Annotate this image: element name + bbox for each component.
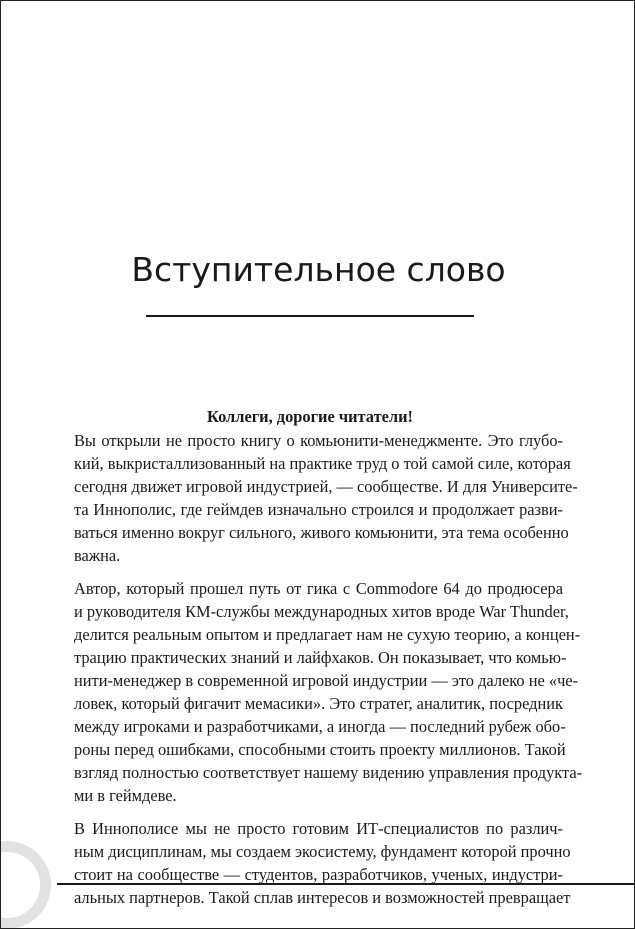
text-line: альных партнеров. Такой сплав интересов и возможностей превращает: [74, 888, 571, 907]
text-line: и руководителя КМ-службы международных хитов вроде War Thunder,: [74, 602, 569, 621]
text-line: трацию практических знаний и лайфхаков. Он показывает, что комью-: [74, 648, 567, 667]
text-line: В Иннополисе мы не просто готовим ИТ-специалистов по различ-: [74, 819, 563, 838]
text-line: ваться именно вокруг сильного, живого комьюнити, эта тема особенно: [74, 523, 569, 542]
text-line: Вы открыли не просто книгу о комьюнити-менеджменте. Это глубо-: [74, 431, 563, 450]
paragraph-1: [57, 429, 578, 567]
text-line: сегодня движет игровой индустрией, — сообществе. И для Университе-: [74, 477, 578, 496]
text-line: между игроками и разработчиками, а иногда — последний рубеж обо-: [74, 717, 566, 736]
text-line: ным дисциплинам, мы создаем экосистему, фундамент которой прочно: [74, 842, 571, 861]
page-corner-ring-decoration: [0, 841, 51, 929]
chapter-title: Вступительное слово: [131, 250, 506, 289]
text-line: нити-менеджер в современной игровой индустрии — это далеко не «че-: [74, 671, 579, 690]
text-line: делится реальным опытом и предлагает нам не сухую теорию, а концен-: [74, 625, 581, 644]
text-line: кий, выкристаллизованный на практике труд о той самой силе, которая: [74, 454, 571, 473]
title-underline: [146, 315, 474, 317]
text-line: роны перед ошибками, способными стоить проекту миллионов. Такой: [74, 740, 566, 759]
text-line: ми в геймдеве.: [74, 786, 177, 805]
text-line: Автор, который прошел путь от гика с Commodore 64 до продюсера: [74, 579, 563, 598]
body-text: [57, 405, 583, 919]
text-line: ловек, который фигачит мемасики». Это стратег, аналитик, посредник: [74, 694, 563, 713]
paragraph-3: [57, 817, 571, 909]
text-line: взгляд полностью соответствует нашему видению управления продукта-: [74, 763, 583, 782]
paragraph-2: [57, 577, 583, 807]
text-line: стоит на сообществе — студентов, разработчиков, ученых, индустри-: [74, 865, 563, 884]
greeting-heading: Коллеги, дорогие читатели!: [207, 407, 413, 426]
text-line: та Иннополис, где геймдев изначально строился и продолжает разви-: [74, 500, 563, 519]
footer-rule: [57, 883, 635, 885]
text-line: важна.: [74, 546, 121, 565]
